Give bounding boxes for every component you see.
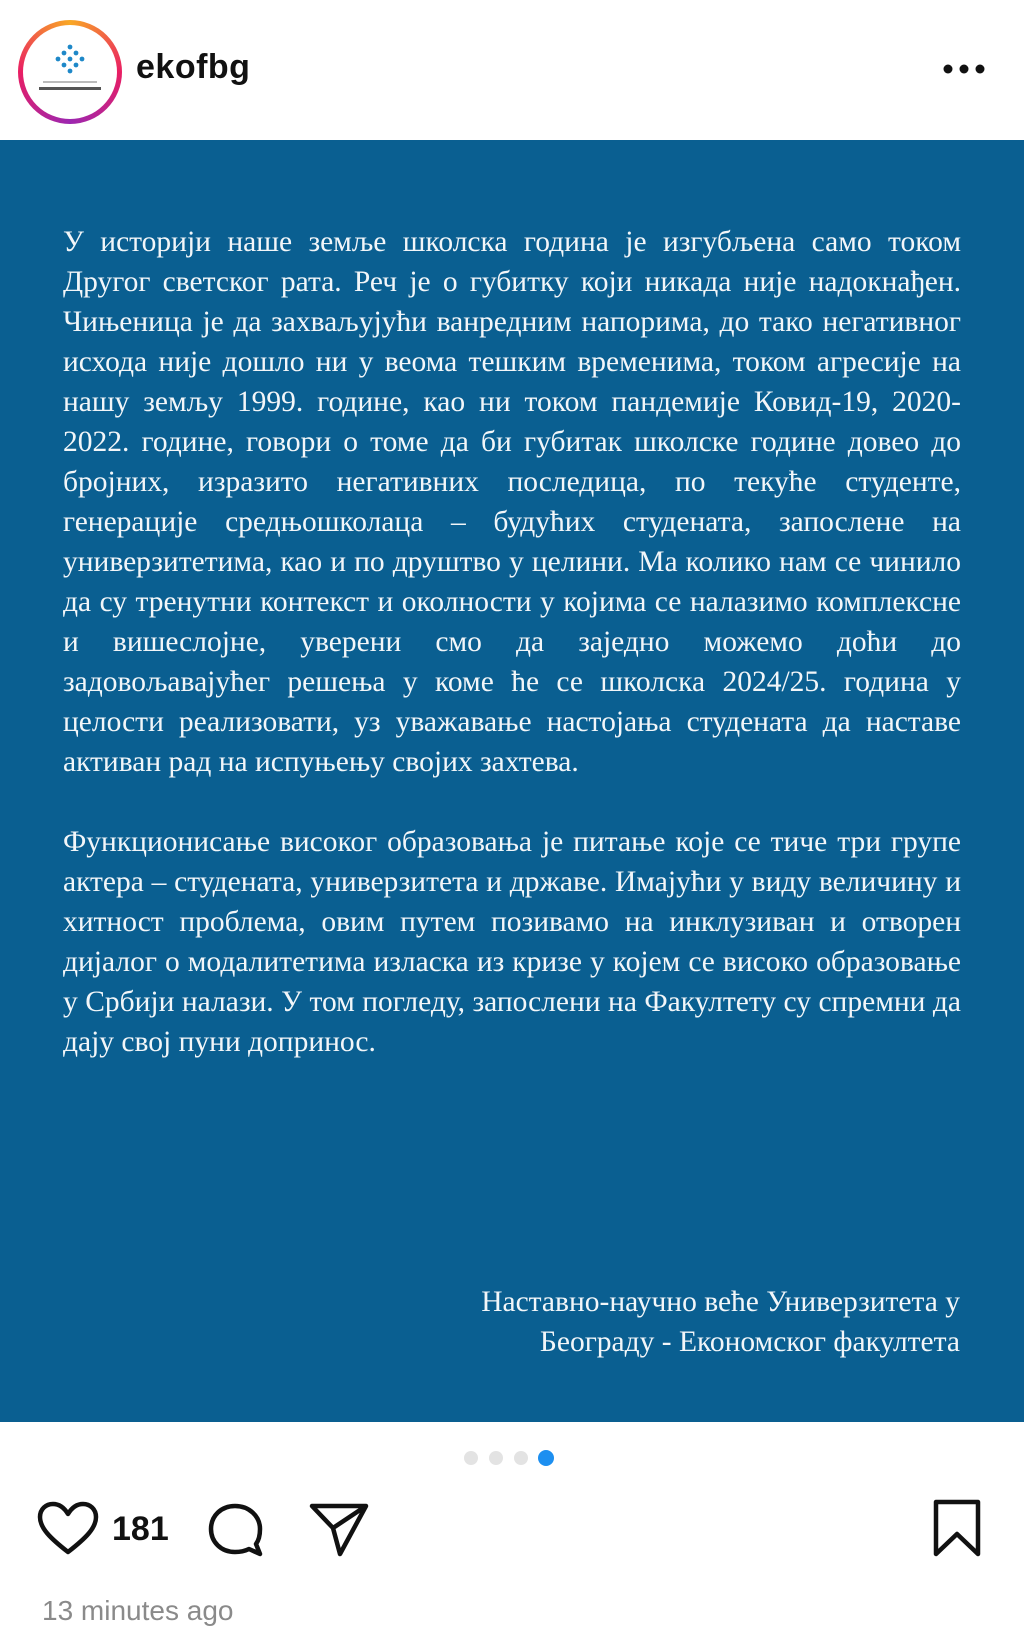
faculty-logo-icon bbox=[23, 25, 117, 119]
avatar[interactable] bbox=[18, 20, 122, 124]
like-count[interactable]: 181 bbox=[112, 1510, 169, 1548]
carousel-dot bbox=[514, 1451, 528, 1465]
post-signature bbox=[260, 1282, 960, 1362]
carousel-dot-active bbox=[538, 1450, 554, 1466]
comment-icon[interactable] bbox=[206, 1500, 266, 1558]
post-paragraph: У историји наше земље школска година је изгубљена само током Другог светског рата. Реч је о губитку који никада није надокнађен. Чињеница је да захваљујући ванредним напорима, до тако негативног исхода није дошло ни у веома тешким временима, током агресије на нашу земљу 1999. године, као ни током пандемије Ковид-19, 2020-2022. године, говори о томе да би губитак школске године довео до бројних, изразито негативних последица, по текуће студенте, генерације средњошколаца – будућих студената, запослене на универзитетима, као и по друштво у целини. Ма колико нам се чинило да су тренутни контекст и околности у којима се налазимо комплексне и вишеслојне, уверени смо да заједно можемо доћи до задовољавајућег решења у коме ће се школска 2024/25. година у целости реализовати, уз уважавање настојања студената да наставе активан рад на испуњењу својих захтева. bbox=[63, 226, 961, 778]
post-header bbox=[0, 0, 1024, 140]
action-bar bbox=[0, 1494, 1024, 1564]
signature-line: Београду - Економског факултета bbox=[539, 1326, 960, 1358]
post-timestamp: 13 minutes ago bbox=[42, 1595, 234, 1626]
carousel-dot bbox=[464, 1451, 478, 1465]
more-horizontal-icon[interactable] bbox=[942, 62, 986, 76]
username[interactable]: ekofbg bbox=[136, 48, 251, 86]
signature-line: Наставно-научно веће Универзитета у bbox=[481, 1286, 960, 1318]
heart-icon[interactable] bbox=[36, 1500, 100, 1558]
carousel-dot bbox=[489, 1451, 503, 1465]
post-paragraph: Функционисање високог образовања је питање које се тиче три групе актера – студената, универзитета и државе. Имајући у виду величину и хитност проблема, овим путем позивамо на инклузиван и отворен дијалог о модалитетима изласка из кризе у којем се високо образовање у Србији налази. У том погледу, запослени на Факултету су спремни да дају свој пуни допринос. bbox=[63, 826, 961, 1058]
avatar-image bbox=[23, 25, 117, 119]
bookmark-icon[interactable] bbox=[930, 1498, 984, 1558]
send-icon[interactable] bbox=[308, 1500, 370, 1558]
post-body-text bbox=[63, 222, 961, 1062]
